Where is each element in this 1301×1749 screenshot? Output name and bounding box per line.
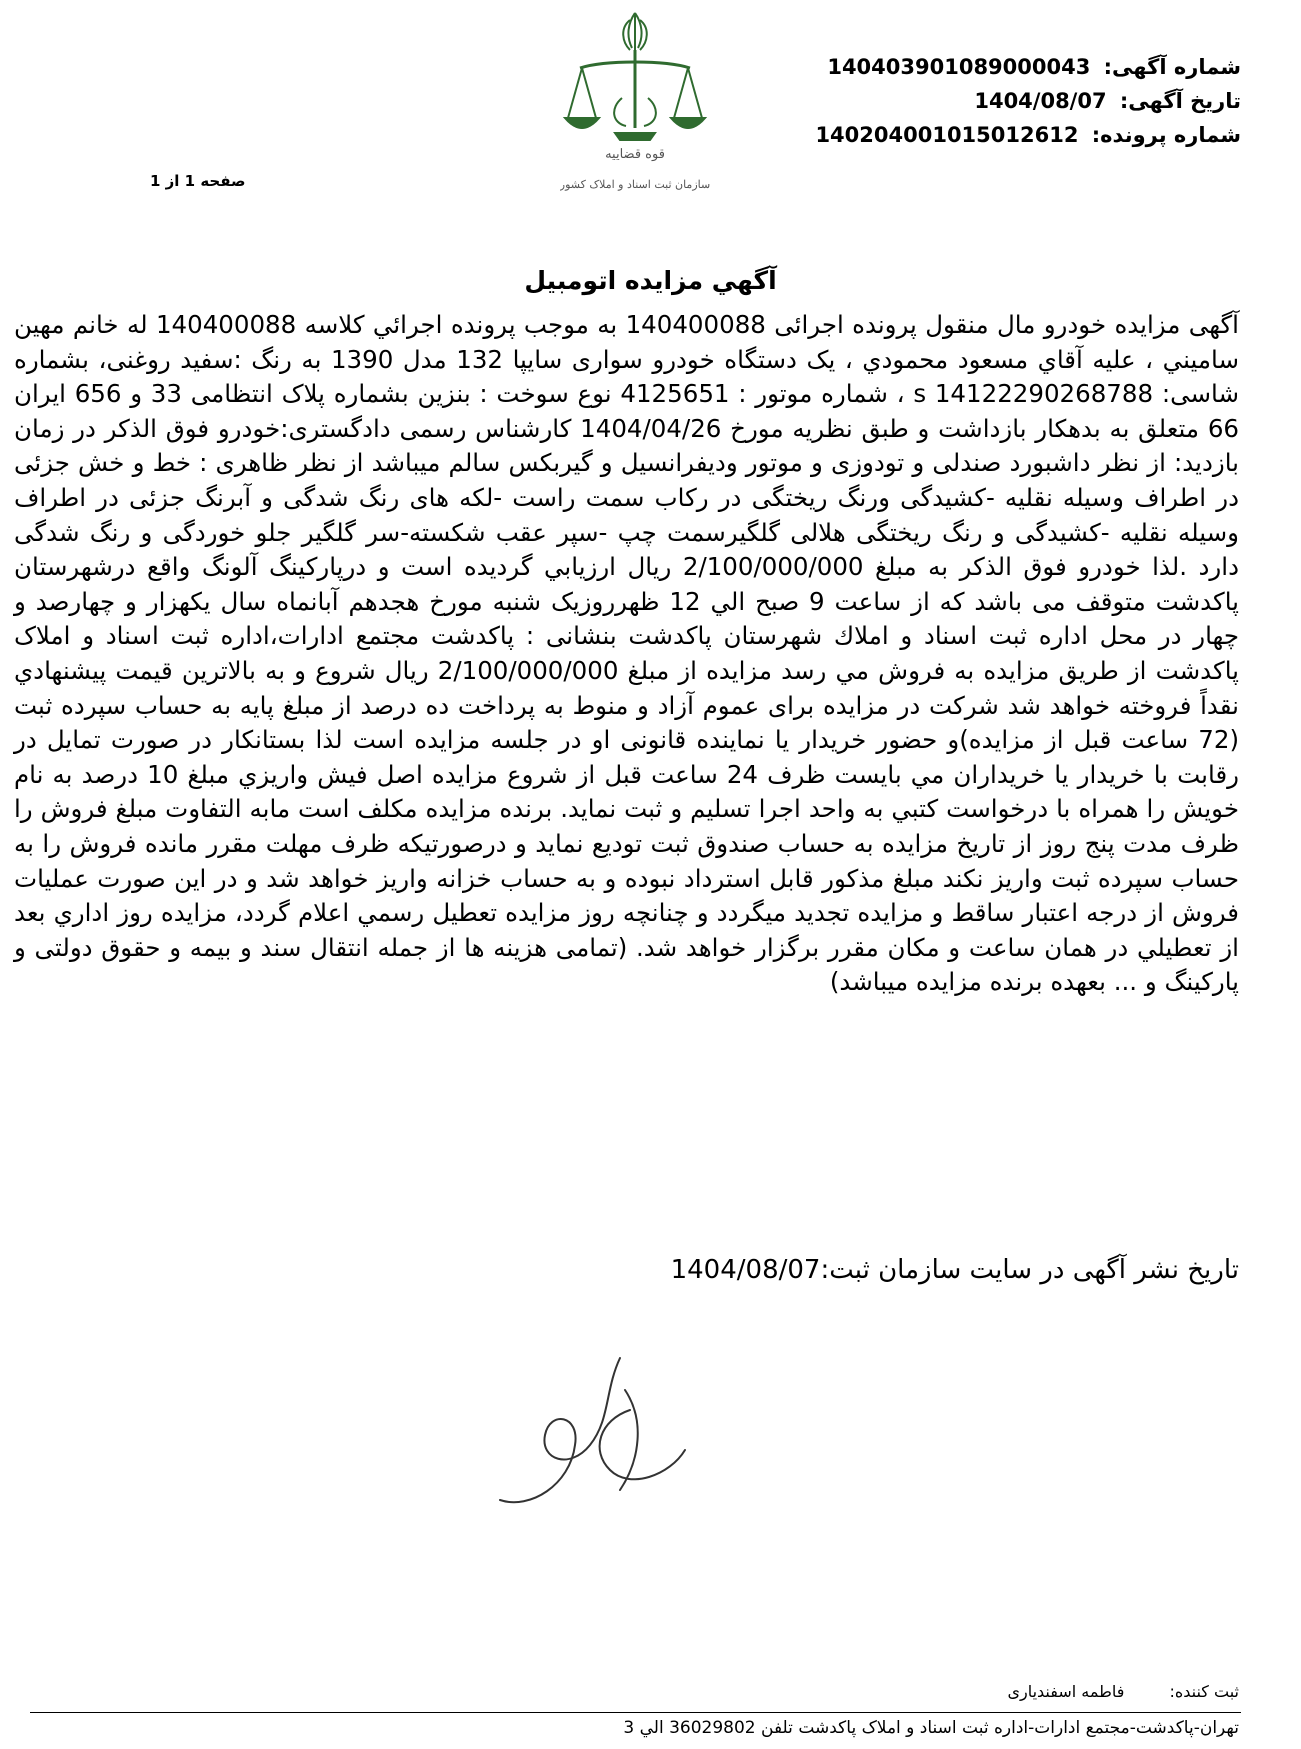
emblem-text-bottom: سازمان ثبت اسناد و املاک کشور [560,178,710,191]
signature [470,1350,710,1530]
case-number-label: شماره پرونده: [1091,123,1241,147]
footer-divider [30,1712,1241,1713]
signature-scribble-icon [470,1350,710,1530]
ad-number-value: 140403901089000043 [827,55,1091,79]
ad-date-value: 1404/08/07 [974,89,1107,113]
ad-number-row [815,50,1241,84]
body-paragraph: آگهی مزایده خودرو مال منقول پرونده اجرائی 140400088 به موجب پرونده اجرائي كلاسه 140400088 له خانم مهین سامیني ، علیه آقاي مسعود محمودي ، یک دستگاه خودرو سواری سایپا 132 مدل 1390 به رنگ :سفید روغنی، بشماره شاسی: s 14122290268788 ، شماره موتور : 4125651 نوع سوخت : بنزین بشماره پلاک انتظامی 33 و 656 ایران 66 متعلق به بدهکار بازداشت و طبق نظریه مورخ 1404/04/26 کارشناس رسمی دادگستری:خودرو فوق الذکر در زمان بازدید: از نظر داشبورد صندلی و تودوزی و موتور ودیفرانسیل و گیربکس سالم میباشد از نظر ظاهری : خط و خش جزئی در اطراف وسیله نقلیه -کشیدگی ورنگ ریختگی در رکاب سمت راست -لکه های رنگ شدگی و آبرنگ جزئی در اطراف وسیله نقلیه -کشیدگی و رنگ ریختگی هلالی گلگیرسمت چپ -سپر عقب شکسته-سر گلگیر جلو خوردگی و رنگ شدگی دارد .لذا خودرو فوق الذکر به مبلغ 2/100/000/000 ریال ارزیابي گردیده است و درپارکینگ آلونگ واقع درشهرستان پاکدشت متوقف می باشد که از ساعت 9 صبح الي 12 ظهرروزیک شنبه مورخ هجدهم آبانماه سال یکهزار و چهارصد و چهار در محل اداره ثبت اسناد و املاك شهرستان پاکدشت بنشانی : پاکدشت مجتمع ادارات،اداره ثبت اسناد و املاک پاکدشت از طریق مزایده به فروش مي رسد مزایده از مبلغ 2/100/000/000 ریال شروع و به بالاترين قيمت پيشنهادي نقداً فروخته خواهد شد شرکت در مزایده برای عموم آزاد و منوط به پرداخت ده درصد از مبلغ پایه به حساب سپرده ثبت (72 ساعت قبل از مزایده)و حضور خریدار یا نماینده قانونی او در جلسه مزایده است لذا بستانکار در صورت تمایل در رقابت با خریدار یا خريداران مي بایست ظرف 24 ساعت قبل از شروع مزایده اصل فیش واریزي مبلغ 10 درصد به نام خویش را همراه با درخواست كتبي به واحد اجرا تسلیم و ثبت نماید. برنده مزایده مکلف است مابه التفاوت مبلغ فروش را ظرف مدت پنج روز از تاریخ مزایده به حساب صندوق ثبت تودیع نماید و درصورتیکه ظرف مهلت مقرر مانده فروش را به حساب سپرده ثبت واریز نکند مبلغ مذکور قابل استرداد نبوده و به حساب خزانه واریز خواهد شد و در این صورت عملیات فروش از درجه اعتبار ساقط و مزایده تجدید میگردد و چنانچه روز مزایده تعطیل رسمي اعلام گردد، مزايده روز اداري بعد از تعطیلي در همان ساعت و مكان مقرر برگزار خواهد شد. (تمامی هزینه ها از جمله انتقال سند و بیمه و حقوق دولتی و پارکینگ و ... بعهده برنده مزایده میباشد) [14,310,1240,997]
ad-date-label: تاریخ آگهی: [1119,89,1241,113]
case-number-row [815,118,1241,152]
registrar-label: ثبت کننده: [1169,1682,1239,1701]
ad-date-row [815,84,1241,118]
footer-address: تهران-پاکدشت-مجتمع ادارات-اداره ثبت اسناد و املاک پاکدشت تلفن 36029802 الي 3 [623,1718,1239,1738]
publish-date-line: تاریخ نشر آگهی در سایت سازمان ثبت:1404/08/07 [670,1255,1239,1285]
emblem-text-top: قوه قضاییه [605,147,665,162]
document-title: آگهي مزايده اتومبيل [524,266,777,295]
page-number: صفحه 1 از 1 [150,172,246,190]
registrar-name: فاطمه اسفندیاری [1007,1682,1125,1701]
judiciary-emblem [560,8,710,223]
scales-of-justice-icon [560,8,710,223]
registrar [1007,1682,1239,1701]
ad-metadata [815,50,1241,152]
case-number-value: 140204001015012612 [815,123,1079,147]
ad-number-label: شماره آگهی: [1103,55,1241,79]
document-body [14,308,1239,1000]
